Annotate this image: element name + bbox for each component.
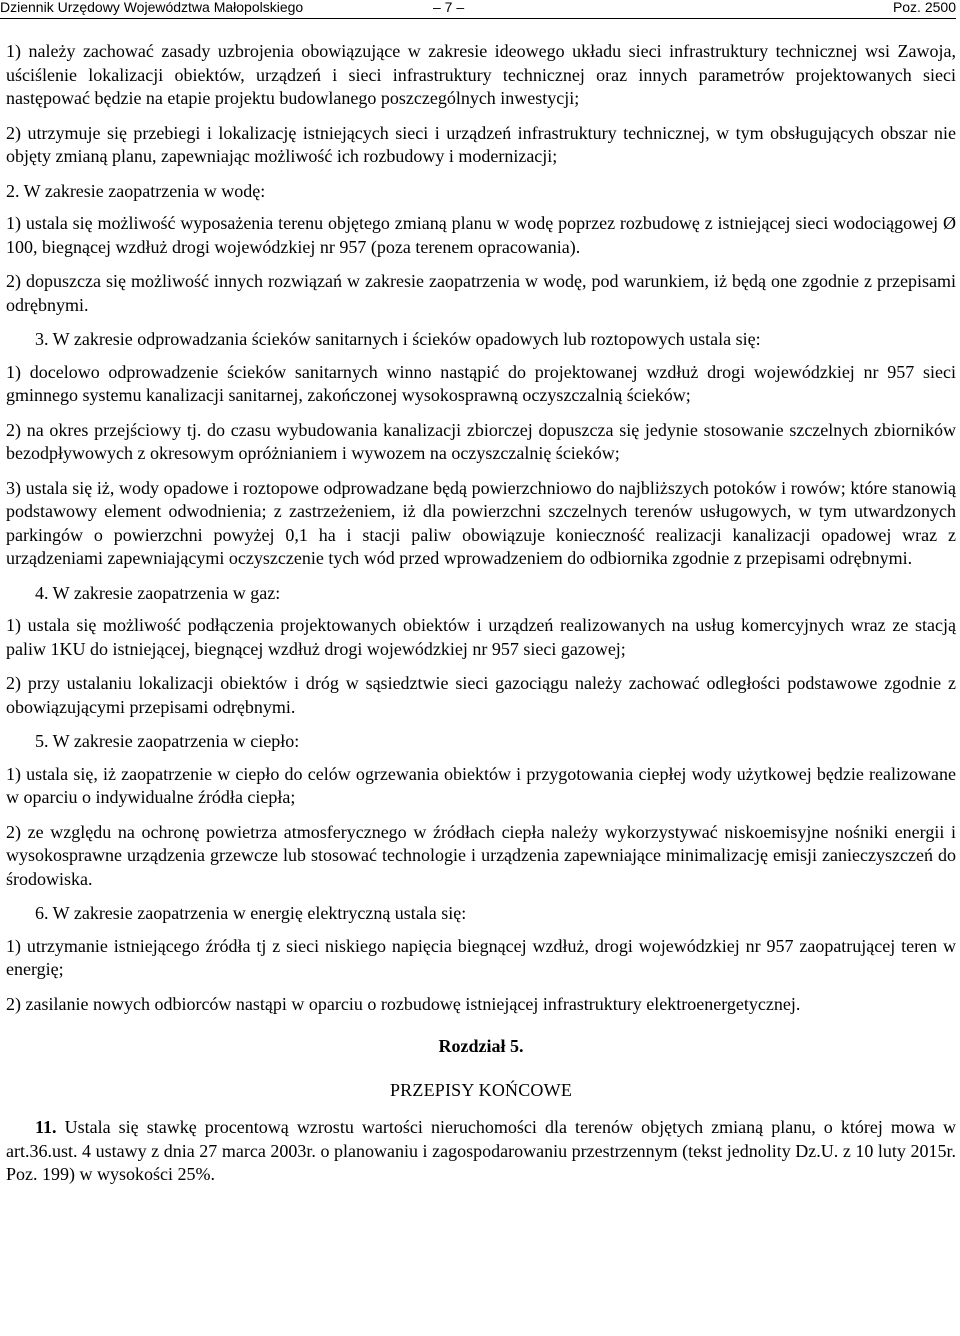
paragraph-4-2: 2) przy ustalaniu lokalizacji obiektów i dróg w sąsiedztwie sieci gazociągu należy zachować odległości podstawowe zgodnie z obowiązującymi przepisami odrębnymi. — [6, 673, 956, 717]
paragraph-2-1: 1) ustala się możliwość wyposażenia terenu objętego zmianą planu w wodę poprzez rozbudowę z istniejącej sieci wodociągowej Ø 100, biegnącej wzdłuż drogi wojewódzkiej nr 957 (poza terenem opracowania). — [6, 213, 956, 257]
chapter-heading: Rozdział 5. — [438, 1036, 524, 1056]
chapter-title: PRZEPISY KOŃCOWE — [389, 1079, 573, 1100]
page-number: – 7 – — [433, 0, 465, 15]
paragraph-6-2: 2) zasilanie nowych odbiorców nastąpi w oparciu o rozbudowę istniejącej infrastruktury elektroenergetycznej. — [6, 993, 801, 1014]
paragraph-6-1: 1) utrzymanie istniejącego źródła tj z sieci niskiego napięcia biegnącej wzdłuż, drogi wojewódzkiej nr 957 zaopatrującej teren w energię; — [6, 935, 956, 979]
journal-title: Dziennik Urzędowy Województwa Małopolskiego — [0, 0, 304, 15]
paragraph-3-2: 2) na okres przejściowy tj. do czasu wybudowania kanalizacji zbiorczej dopuszcza się jedynie stosowanie szczelnych zbiorników bezodpływowych z okresowym opróżnianiem i wywozem na oczyszczalnię ścieków; — [6, 419, 956, 463]
paragraph-3-1: 1) docelowo odprowadzenie ścieków sanitarnych winno nastąpić do projektowanej wzdłuż drogi wojewódzkiej nr 957 sieci gminnego systemu kanalizacji sanitarnej, zakończonej wysokosprawną oczyszczalnią ścieków; — [6, 361, 956, 405]
paragraph-1-2: 2) utrzymuje się przebiegi i lokalizację istniejących sieci i urządzeń infrastruktury technicznej, w tym obsługujących obszar nie objęty zmianą planu, zapewniając możliwość ich rozbudowy i modernizacji; — [6, 122, 956, 166]
paragraph-2-2: 2) dopuszcza się możliwość innych rozwiązań w zakresie zaopatrzenia w wodę, pod warunkiem, iż będą one zgodnie z przepisami odrębnymi. — [6, 271, 956, 315]
section-4-gas-heading: 4. W zakresie zaopatrzenia w gaz: — [35, 582, 281, 603]
document-body — [6, 40, 956, 1187]
page-header — [0, 0, 960, 20]
position-number: Poz. 2500 — [892, 0, 956, 15]
final-paragraph-number: 11. — [35, 1117, 57, 1137]
paragraph-5-1: 1) ustala się, iż zaopatrzenie w ciepło do celów ogrzewania obiektów i przygotowania ciepłej wody użytkowej będzie realizowane w oparciu o indywidualne źródła ciepła; — [6, 763, 956, 807]
paragraph-3-3: 3) ustala się iż, wody opadowe i roztopowe odprowadzane będą powierzchniowo do najbliższych potoków i rowów; które stanowią podstawowy element odwodnienia; z zastrzeżeniem, iż dla powierzchni szczelnych terenów usługowych, w tym utwardzonych parkingów o powierzchni powyżej 0,1 ha i stacji paliw obowiązuje konieczność realizacji kanalizacji opadowej wraz z urządzeniami zapewniającymi oczyszczenie tych wód przed wprowadzeniem do odbiornika zgodnie z przepisami odrębnymi. — [6, 477, 956, 568]
section-2-water-heading: 2. W zakresie zaopatrzenia w wodę: — [6, 180, 266, 201]
paragraph-1-1: 1) należy zachować zasady uzbrojenia obowiązujące w zakresie ideowego układu sieci infrastruktury technicznej wsi Zawoja, uściślenie lokalizacji obiektów, urządzeń i sieci infrastruktury technicznej oraz innych parametrów projektowanych sieci następować będzie na etapie projektu budowlanego poszczególnych inwestycji; — [6, 41, 956, 108]
section-6-electricity-heading: 6. W zakresie zaopatrzenia w energię elektryczną ustala się: — [35, 903, 467, 923]
final-paragraph-text: Ustala się stawkę procentową wzrostu wartości nieruchomości dla terenów objętych zmianą planu, o której mowa w art.36.ust. 4 ustawy z dnia 27 marca 2003r. o planowaniu i zagospodarowaniu przestrzennym (tekst jednolity Dz.U. z 10 luty 2015r. Poz. 199) w wysokości 25%. — [6, 1117, 956, 1184]
section-3-sewage-heading: 3. W zakresie odprowadzania ścieków sanitarnych i ścieków opadowych lub roztopowych ustala się: — [35, 329, 761, 349]
header-divider — [0, 18, 956, 19]
paragraph-4-1: 1) ustala się możliwość podłączenia projektowanych obiektów i urządzeń realizowanych na usług komercyjnych wraz ze stacją paliw 1KU do istniejącej, biegnącej wzdłuż drogi wojewódzkiej nr 957 sieci gazowej; — [6, 615, 956, 659]
paragraph-5-2: 2) ze względu na ochronę powietrza atmosferycznego w źródłach ciepła należy wykorzystywać niskoemisyjne nośniki energii i wysokosprawne urządzenia grzewcze lub stosować technologie i urządzenia zapewniające minimalizację emisji zanieczyszczeń do środowiska. — [6, 821, 956, 889]
final-paragraph — [6, 1116, 956, 1187]
section-5-heat-heading: 5. W zakresie zaopatrzenia w ciepło: — [35, 731, 300, 751]
